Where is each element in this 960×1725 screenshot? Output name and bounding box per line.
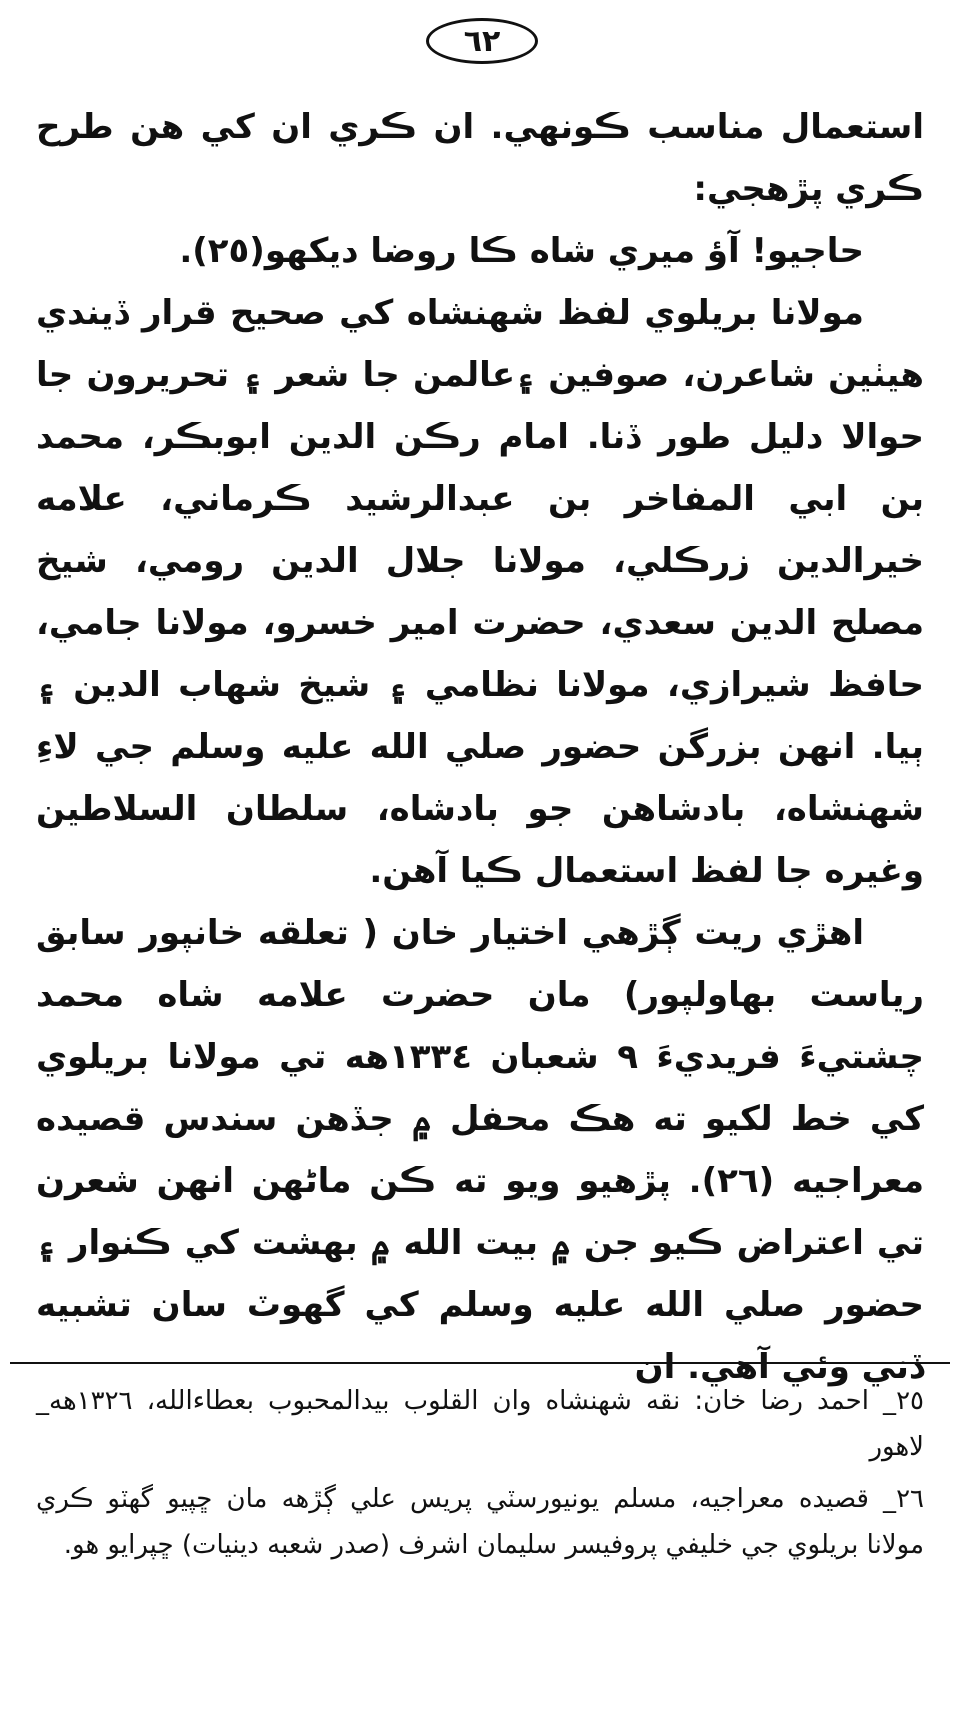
- page-number: ٦٢: [426, 18, 538, 64]
- footnote-25: ٢٥_ احمد رضا خان: نقه شهنشاه وان القلوب بيدالمحبوب بعطاءالله، ١٣٢٦هه_ لاهور: [36, 1386, 924, 1462]
- paragraph-3: مولانا بريلوي لفظ شهنشاه کي صحيح قرار ڏيندي هيٺين شاعرن، صوفين ۽عالمن جا شعر ۽ تحريرون جا حوالا دليل طور ڏنا. امام رڪن الدين ابوبڪر، محمد بن ابي المفاخر بن عبدالرشيد ڪرماني، علامه خيرالدين زرڪلي، مولانا جلال الدين رومي، شيخ مصلح الدين سعدي، حضرت امير خسرو، مولانا جامي، حافظ شيرازي، مولانا نظامي ۽ شيخ شهاب الدين ۽ ٻيا. انهن بزرگن حضور صلي الله عليه وسلم جي لاءِ شهنشاه، بادشاهن جو بادشاه، سلطان السلاطين وغيره جا لفظ استعمال ڪيا آهن.: [36, 293, 924, 891]
- footnote-26: ٢٦_ قصيده معراجيه، مسلم يونيورسٽي پريس علي ڳڙهه مان ڇپيو گهٽو ڪري مولانا بريلوي جي خليفي پروفيسر سليمان اشرف (صدر شعبه دينيات) ڇپرايو هو.: [36, 1484, 924, 1560]
- footnotes: [36, 1378, 924, 1574]
- body-text: [36, 96, 924, 1398]
- paragraph-1: استعمال مناسب ڪونهي. ان ڪري ان کي هن طرح ڪري پڙهجي:: [36, 107, 924, 209]
- paragraph-4: اهڙي ريت ڳڙهي اختيار خان ( تعلقه خانپور سابق رياست بهاولپور) مان حضرت علامه شاه محمد چشتيءَ فريديءَ ٩ شعبان ١٣٣٤هه تي مولانا بريلوي کي خط لکيو ته هڪ محفل ۾ جڏهن سندس قصيده معراجيه (٢٦). پڙهيو ويو ته ڪن ماڻهن انهن شعرن تي اعتراض ڪيو جن ۾ بيت الله ۾ بهشت کي ڪنوار ۽ حضور صلي الله عليه وسلم کي گهوٽ سان تشبيه ڏني وئي آهي. ان: [36, 913, 924, 1387]
- paragraph-2: حاجيو! آؤ ميري شاه ڪا روضا ديکهو(٢٥).: [179, 231, 864, 271]
- footnote-divider: [10, 1362, 950, 1364]
